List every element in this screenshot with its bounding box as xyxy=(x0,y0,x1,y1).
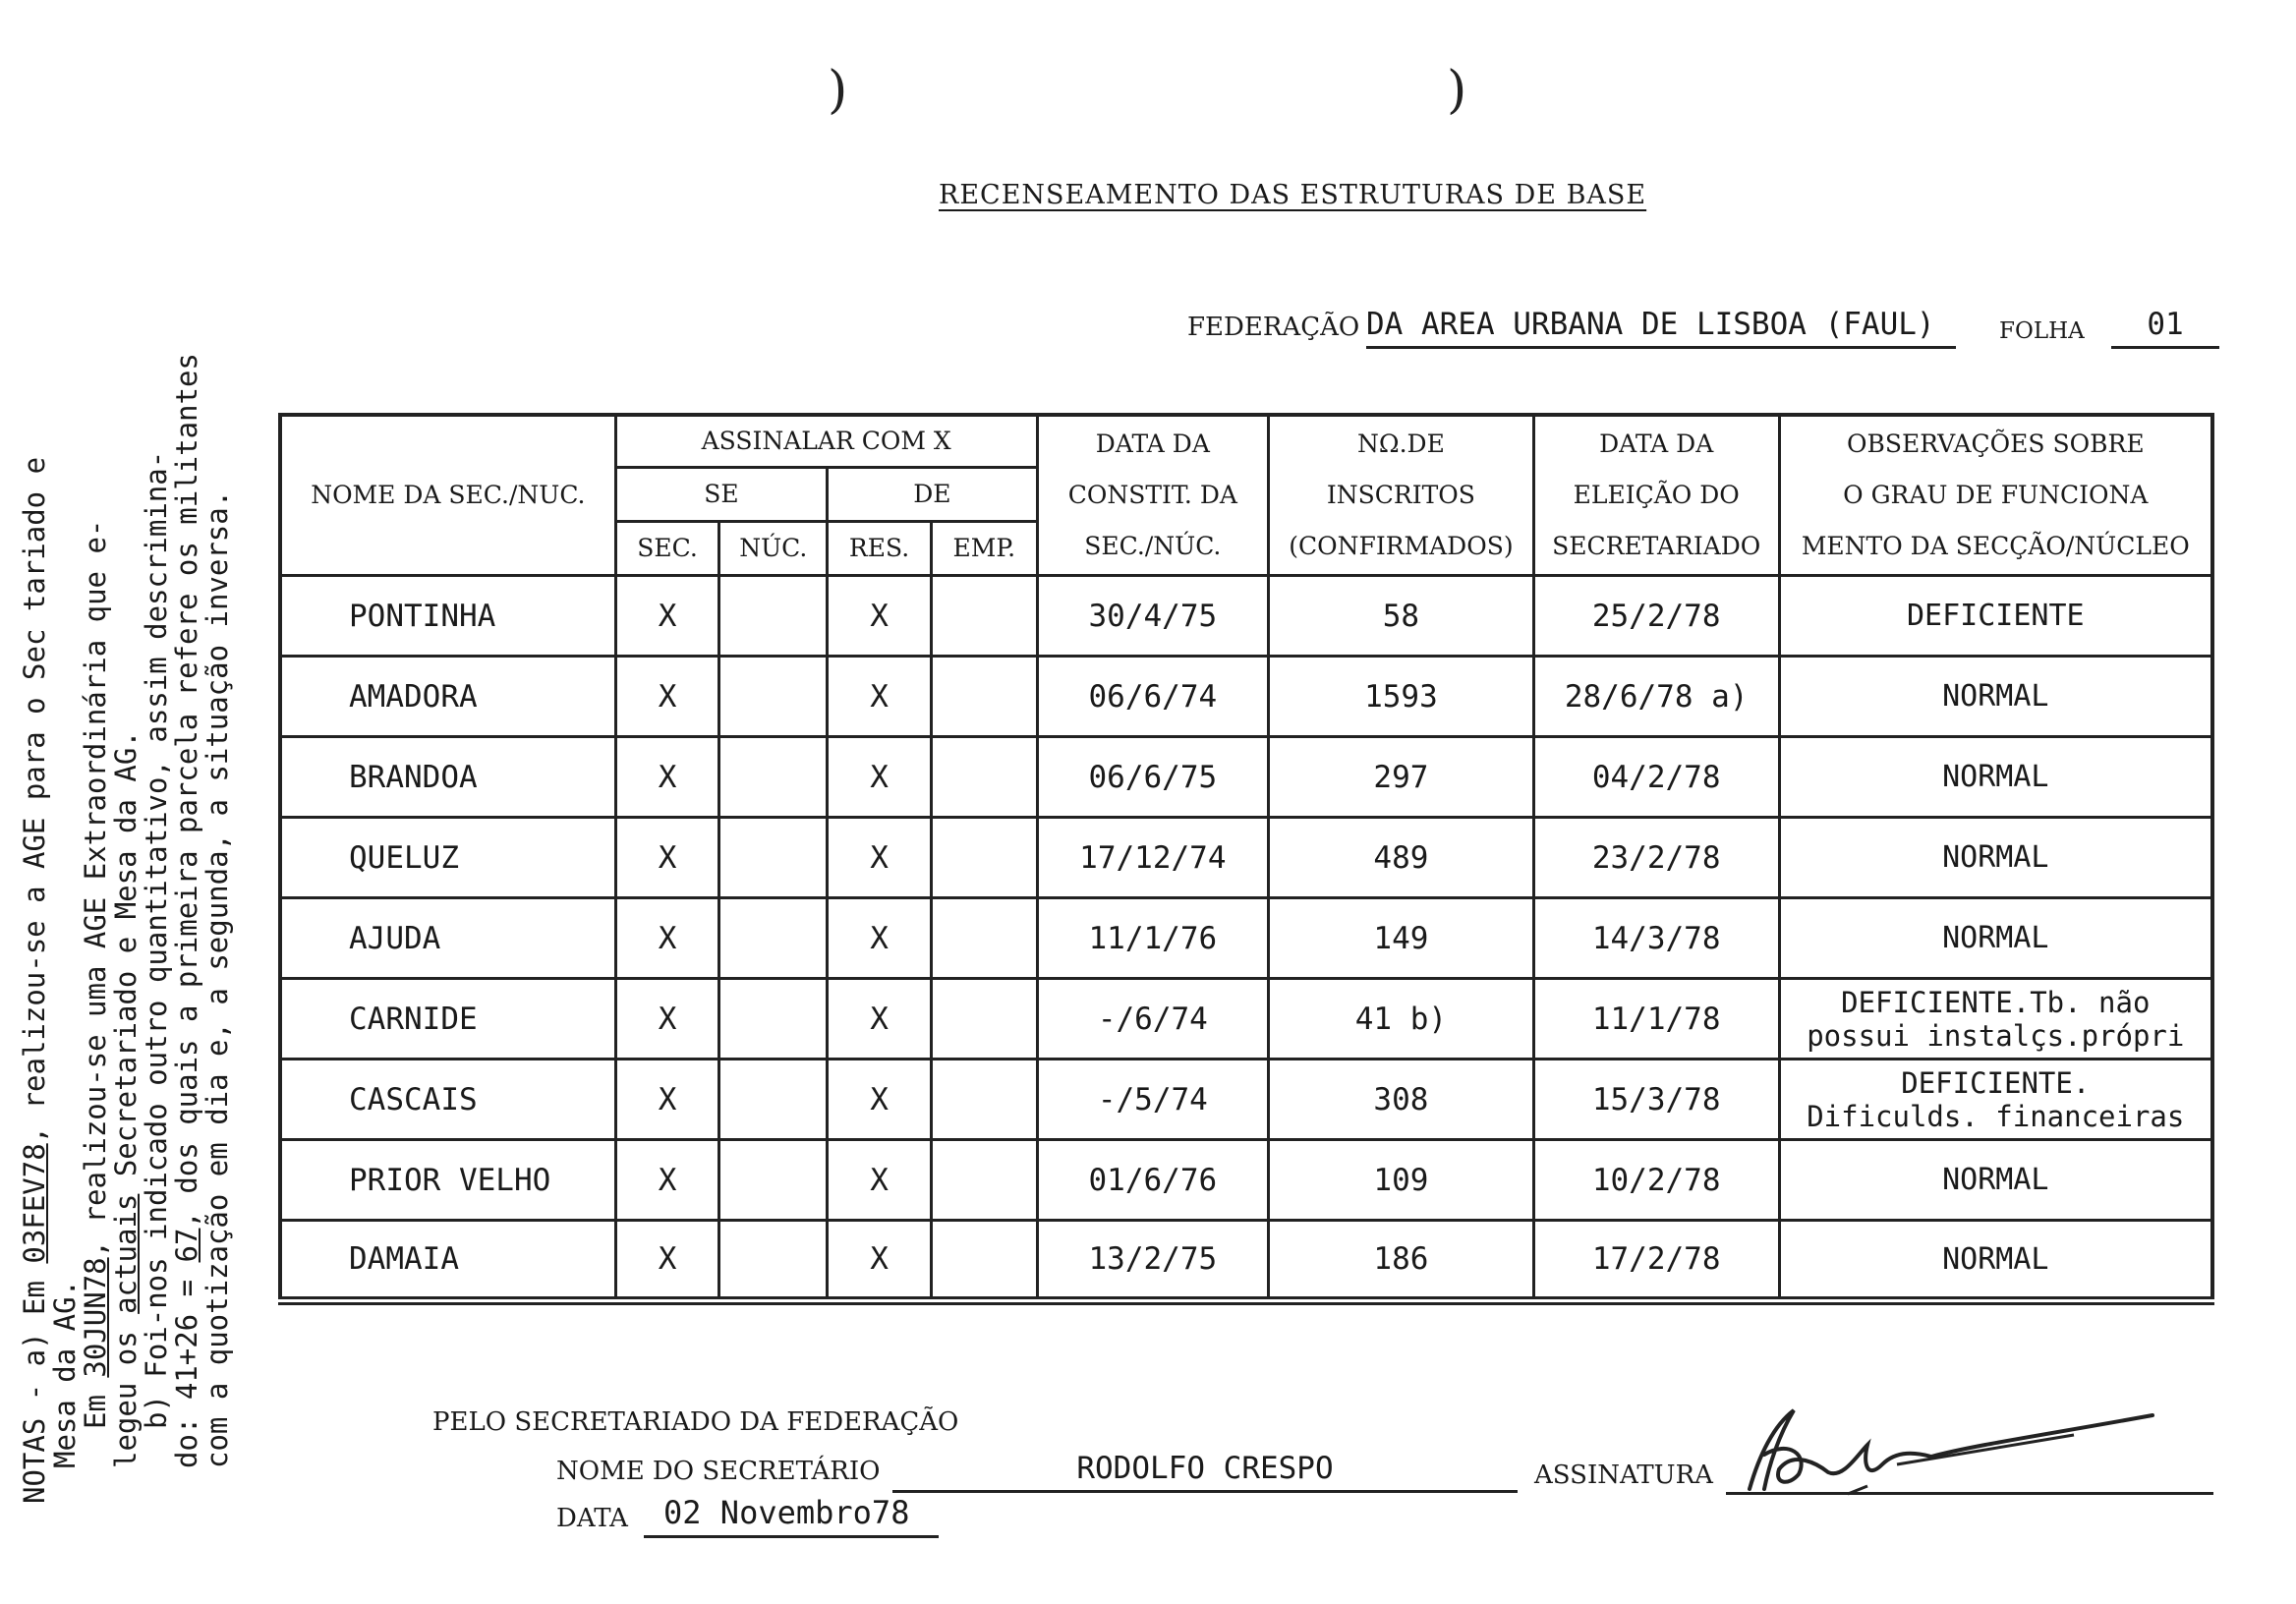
header-assinalar: ASSINALAR COM X xyxy=(615,415,1037,468)
cell-sec: X xyxy=(615,1060,719,1140)
sheet-number: 01 xyxy=(2111,307,2219,349)
cell-sec: X xyxy=(615,576,719,657)
obs-line: NORMAL xyxy=(1942,921,2049,955)
header-nuc: NÚC. xyxy=(719,522,828,576)
header-emp: EMP. xyxy=(931,522,1037,576)
table-row xyxy=(280,979,2212,1060)
cell-data-const: 13/2/75 xyxy=(1037,1221,1268,1301)
cell-res: X xyxy=(828,818,932,898)
federation-value: DA AREA URBANA DE LISBOA (FAUL) xyxy=(1366,307,1956,349)
cell-name: DAMAIA xyxy=(280,1221,615,1301)
cell-res: X xyxy=(828,576,932,657)
obs-line: DEFICIENTE xyxy=(1906,599,2085,633)
cell-eleicao: 25/2/78 xyxy=(1533,576,1779,657)
note-line xyxy=(172,167,202,1504)
cell-sec: X xyxy=(615,979,719,1060)
cell-sec: X xyxy=(615,1140,719,1221)
note-text: b) Foi-nos indicado outro quantitativo, assim descrimina- xyxy=(140,450,173,1429)
cell-data-const: 11/1/76 xyxy=(1037,898,1268,979)
table-row xyxy=(280,818,2212,898)
secretary-name-value: RODOLFO CRESPO xyxy=(892,1451,1518,1493)
cell-sec: X xyxy=(615,657,719,737)
date-label: DATA xyxy=(556,1504,628,1533)
cell-inscritos: 186 xyxy=(1269,1221,1534,1301)
note-text: Em xyxy=(79,1377,112,1429)
table-row xyxy=(280,657,2212,737)
cell-emp xyxy=(931,576,1037,657)
header-res: RES. xyxy=(828,522,932,576)
cell-emp xyxy=(931,1060,1037,1140)
obs-line: NORMAL xyxy=(1942,760,2049,794)
header-line: O GRAU DE FUNCIONA xyxy=(1843,481,2149,509)
cell-obs xyxy=(1779,657,2212,737)
note-text: 67 xyxy=(170,1228,203,1263)
cell-emp xyxy=(931,898,1037,979)
cell-obs xyxy=(1779,979,2212,1060)
census-table xyxy=(278,413,2214,1305)
header-line: DATA DA xyxy=(1599,430,1714,458)
cell-res: X xyxy=(828,898,932,979)
header-de: DE xyxy=(828,468,1037,522)
cell-nuc xyxy=(719,657,828,737)
note-line xyxy=(20,167,50,1504)
cell-inscritos: 149 xyxy=(1269,898,1534,979)
note-line xyxy=(142,167,172,1504)
obs-line: Dificulds. financeiras xyxy=(1807,1099,2185,1133)
signature-label: ASSINATURA xyxy=(1534,1461,1713,1490)
table-row xyxy=(280,1140,2212,1221)
cell-nuc xyxy=(719,898,828,979)
header-data-constituicao xyxy=(1037,415,1268,576)
cell-nuc xyxy=(719,1140,828,1221)
cell-name: BRANDOA xyxy=(280,737,615,818)
cell-data-const: 30/4/75 xyxy=(1037,576,1268,657)
cell-data-const: 06/6/75 xyxy=(1037,737,1268,818)
header-sec: SEC. xyxy=(615,522,719,576)
cell-obs xyxy=(1779,818,2212,898)
cell-eleicao: 04/2/78 xyxy=(1533,737,1779,818)
cell-res: X xyxy=(828,1060,932,1140)
cell-obs xyxy=(1779,1221,2212,1301)
table-row xyxy=(280,737,2212,818)
header-line: ELEIÇÃO DO xyxy=(1573,481,1740,509)
federation-label: FEDERAÇÃO xyxy=(1187,313,1360,342)
cell-eleicao: 28/6/78 a) xyxy=(1533,657,1779,737)
header-line: (CONFIRMADOS) xyxy=(1289,532,1514,560)
cell-res: X xyxy=(828,1140,932,1221)
cell-obs xyxy=(1779,1140,2212,1221)
header-line: OBSERVAÇÕES SOBRE xyxy=(1846,430,2145,458)
obs-line: DEFICIENTE. xyxy=(1901,1065,2091,1100)
cell-obs xyxy=(1779,1060,2212,1140)
header-line: SEC./NÚC. xyxy=(1084,532,1222,560)
cell-name: CARNIDE xyxy=(280,979,615,1060)
header-line: DATA DA xyxy=(1095,430,1210,458)
note-text: actuais xyxy=(109,1193,143,1314)
header-eleicao xyxy=(1533,415,1779,576)
cell-inscritos: 1593 xyxy=(1269,657,1534,737)
header-line: SECRETARIADO xyxy=(1552,532,1761,560)
cell-data-const: -/5/74 xyxy=(1037,1060,1268,1140)
obs-line: NORMAL xyxy=(1942,840,2049,875)
note-text: do: 41+26 = xyxy=(170,1262,203,1468)
note-line xyxy=(50,167,81,1504)
header-line: NΩ.DE xyxy=(1357,430,1445,458)
cell-name: AMADORA xyxy=(280,657,615,737)
cell-res: X xyxy=(828,1221,932,1301)
table-row xyxy=(280,576,2212,657)
header-inscritos xyxy=(1269,415,1534,576)
cell-emp xyxy=(931,737,1037,818)
cell-inscritos: 308 xyxy=(1269,1060,1534,1140)
punch-hole-mark-right: ) xyxy=(1447,61,1467,120)
cell-inscritos: 109 xyxy=(1269,1140,1534,1221)
cell-eleicao: 10/2/78 xyxy=(1533,1140,1779,1221)
cell-inscritos: 41 b) xyxy=(1269,979,1534,1060)
cell-name: PONTINHA xyxy=(280,576,615,657)
cell-eleicao: 23/2/78 xyxy=(1533,818,1779,898)
cell-nuc xyxy=(719,1060,828,1140)
obs-line: DEFICIENTE.Tb. não xyxy=(1841,985,2151,1019)
obs-line: NORMAL xyxy=(1942,1241,2049,1277)
cell-emp xyxy=(931,818,1037,898)
cell-data-const: 01/6/76 xyxy=(1037,1140,1268,1221)
cell-sec: X xyxy=(615,898,719,979)
note-line xyxy=(111,167,142,1504)
footer-pelo: PELO SECRETARIADO DA FEDERAÇÃO xyxy=(432,1407,959,1437)
note-line xyxy=(81,167,111,1504)
cell-sec: X xyxy=(615,1221,719,1301)
side-notes xyxy=(20,167,233,1504)
header-se: SE xyxy=(615,468,827,522)
cell-nuc xyxy=(719,576,828,657)
note-text: , realizou-se uma AGE Extraordinária que e- xyxy=(79,519,112,1258)
secretary-name-label: NOME DO SECRETÁRIO xyxy=(556,1457,881,1486)
cell-data-const: 06/6/74 xyxy=(1037,657,1268,737)
cell-eleicao: 17/2/78 xyxy=(1533,1221,1779,1301)
obs-line: possui instalçs.própri xyxy=(1807,1018,2185,1053)
cell-nuc xyxy=(719,737,828,818)
note-text: , realizou-se a AGE para o Sec tariado e xyxy=(18,456,51,1144)
cell-name: CASCAIS xyxy=(280,1060,615,1140)
cell-res: X xyxy=(828,737,932,818)
note-text: com a quotização em dia e, a segunda, a situação inversa. xyxy=(201,489,234,1468)
cell-emp xyxy=(931,657,1037,737)
obs-line: NORMAL xyxy=(1942,1163,2049,1197)
cell-emp xyxy=(931,979,1037,1060)
table-row xyxy=(280,1221,2212,1301)
cell-data-const: 17/12/74 xyxy=(1037,818,1268,898)
header-line: CONSTIT. DA xyxy=(1067,481,1237,509)
cell-eleicao: 11/1/78 xyxy=(1533,979,1779,1060)
cell-eleicao: 15/3/78 xyxy=(1533,1060,1779,1140)
note-date: 03FEV78 xyxy=(18,1143,51,1264)
cell-res: X xyxy=(828,657,932,737)
header-name: NOME DA SEC./NUC. xyxy=(280,415,615,576)
cell-eleicao: 14/3/78 xyxy=(1533,898,1779,979)
cell-sec: X xyxy=(615,818,719,898)
cell-obs xyxy=(1779,737,2212,818)
note-text: Secretariado e Mesa da AG. xyxy=(109,730,143,1194)
table-row xyxy=(280,898,2212,979)
note-text: Mesa da AG. xyxy=(48,1279,82,1468)
note-text: NOTAS - a) Em xyxy=(18,1263,51,1504)
note-line xyxy=(202,167,233,1504)
cell-nuc xyxy=(719,818,828,898)
cell-obs xyxy=(1779,898,2212,979)
cell-obs xyxy=(1779,576,2212,657)
header-line: INSCRITOS xyxy=(1326,481,1475,509)
sheet-label: FOLHA xyxy=(1999,318,2085,344)
cell-name: AJUDA xyxy=(280,898,615,979)
federation-row xyxy=(1187,307,2219,354)
cell-emp xyxy=(931,1140,1037,1221)
document-title: RECENSEAMENTO DAS ESTRUTURAS DE BASE xyxy=(939,180,1647,210)
header-line: MENTO DA SECÇÃO/NÚCLEO xyxy=(1801,532,2190,560)
cell-data-const: -/6/74 xyxy=(1037,979,1268,1060)
obs-line: NORMAL xyxy=(1942,679,2049,714)
note-text: legeu os xyxy=(109,1313,143,1468)
punch-hole-mark-left: ) xyxy=(828,61,848,120)
cell-emp xyxy=(931,1221,1037,1301)
cell-nuc xyxy=(719,979,828,1060)
header-observacoes xyxy=(1779,415,2212,576)
cell-inscritos: 297 xyxy=(1269,737,1534,818)
table-row xyxy=(280,1060,2212,1140)
cell-inscritos: 489 xyxy=(1269,818,1534,898)
signature-icon xyxy=(1720,1396,2172,1504)
note-text: , dos quais a primeira parcela refere os militantes xyxy=(170,353,203,1229)
cell-name: QUELUZ xyxy=(280,818,615,898)
cell-name: PRIOR VELHO xyxy=(280,1140,615,1221)
cell-inscritos: 58 xyxy=(1269,576,1534,657)
cell-nuc xyxy=(719,1221,828,1301)
cell-sec: X xyxy=(615,737,719,818)
note-date: 30JUN78 xyxy=(79,1257,112,1378)
date-value: 02 Novembro78 xyxy=(644,1494,939,1538)
cell-res: X xyxy=(828,979,932,1060)
